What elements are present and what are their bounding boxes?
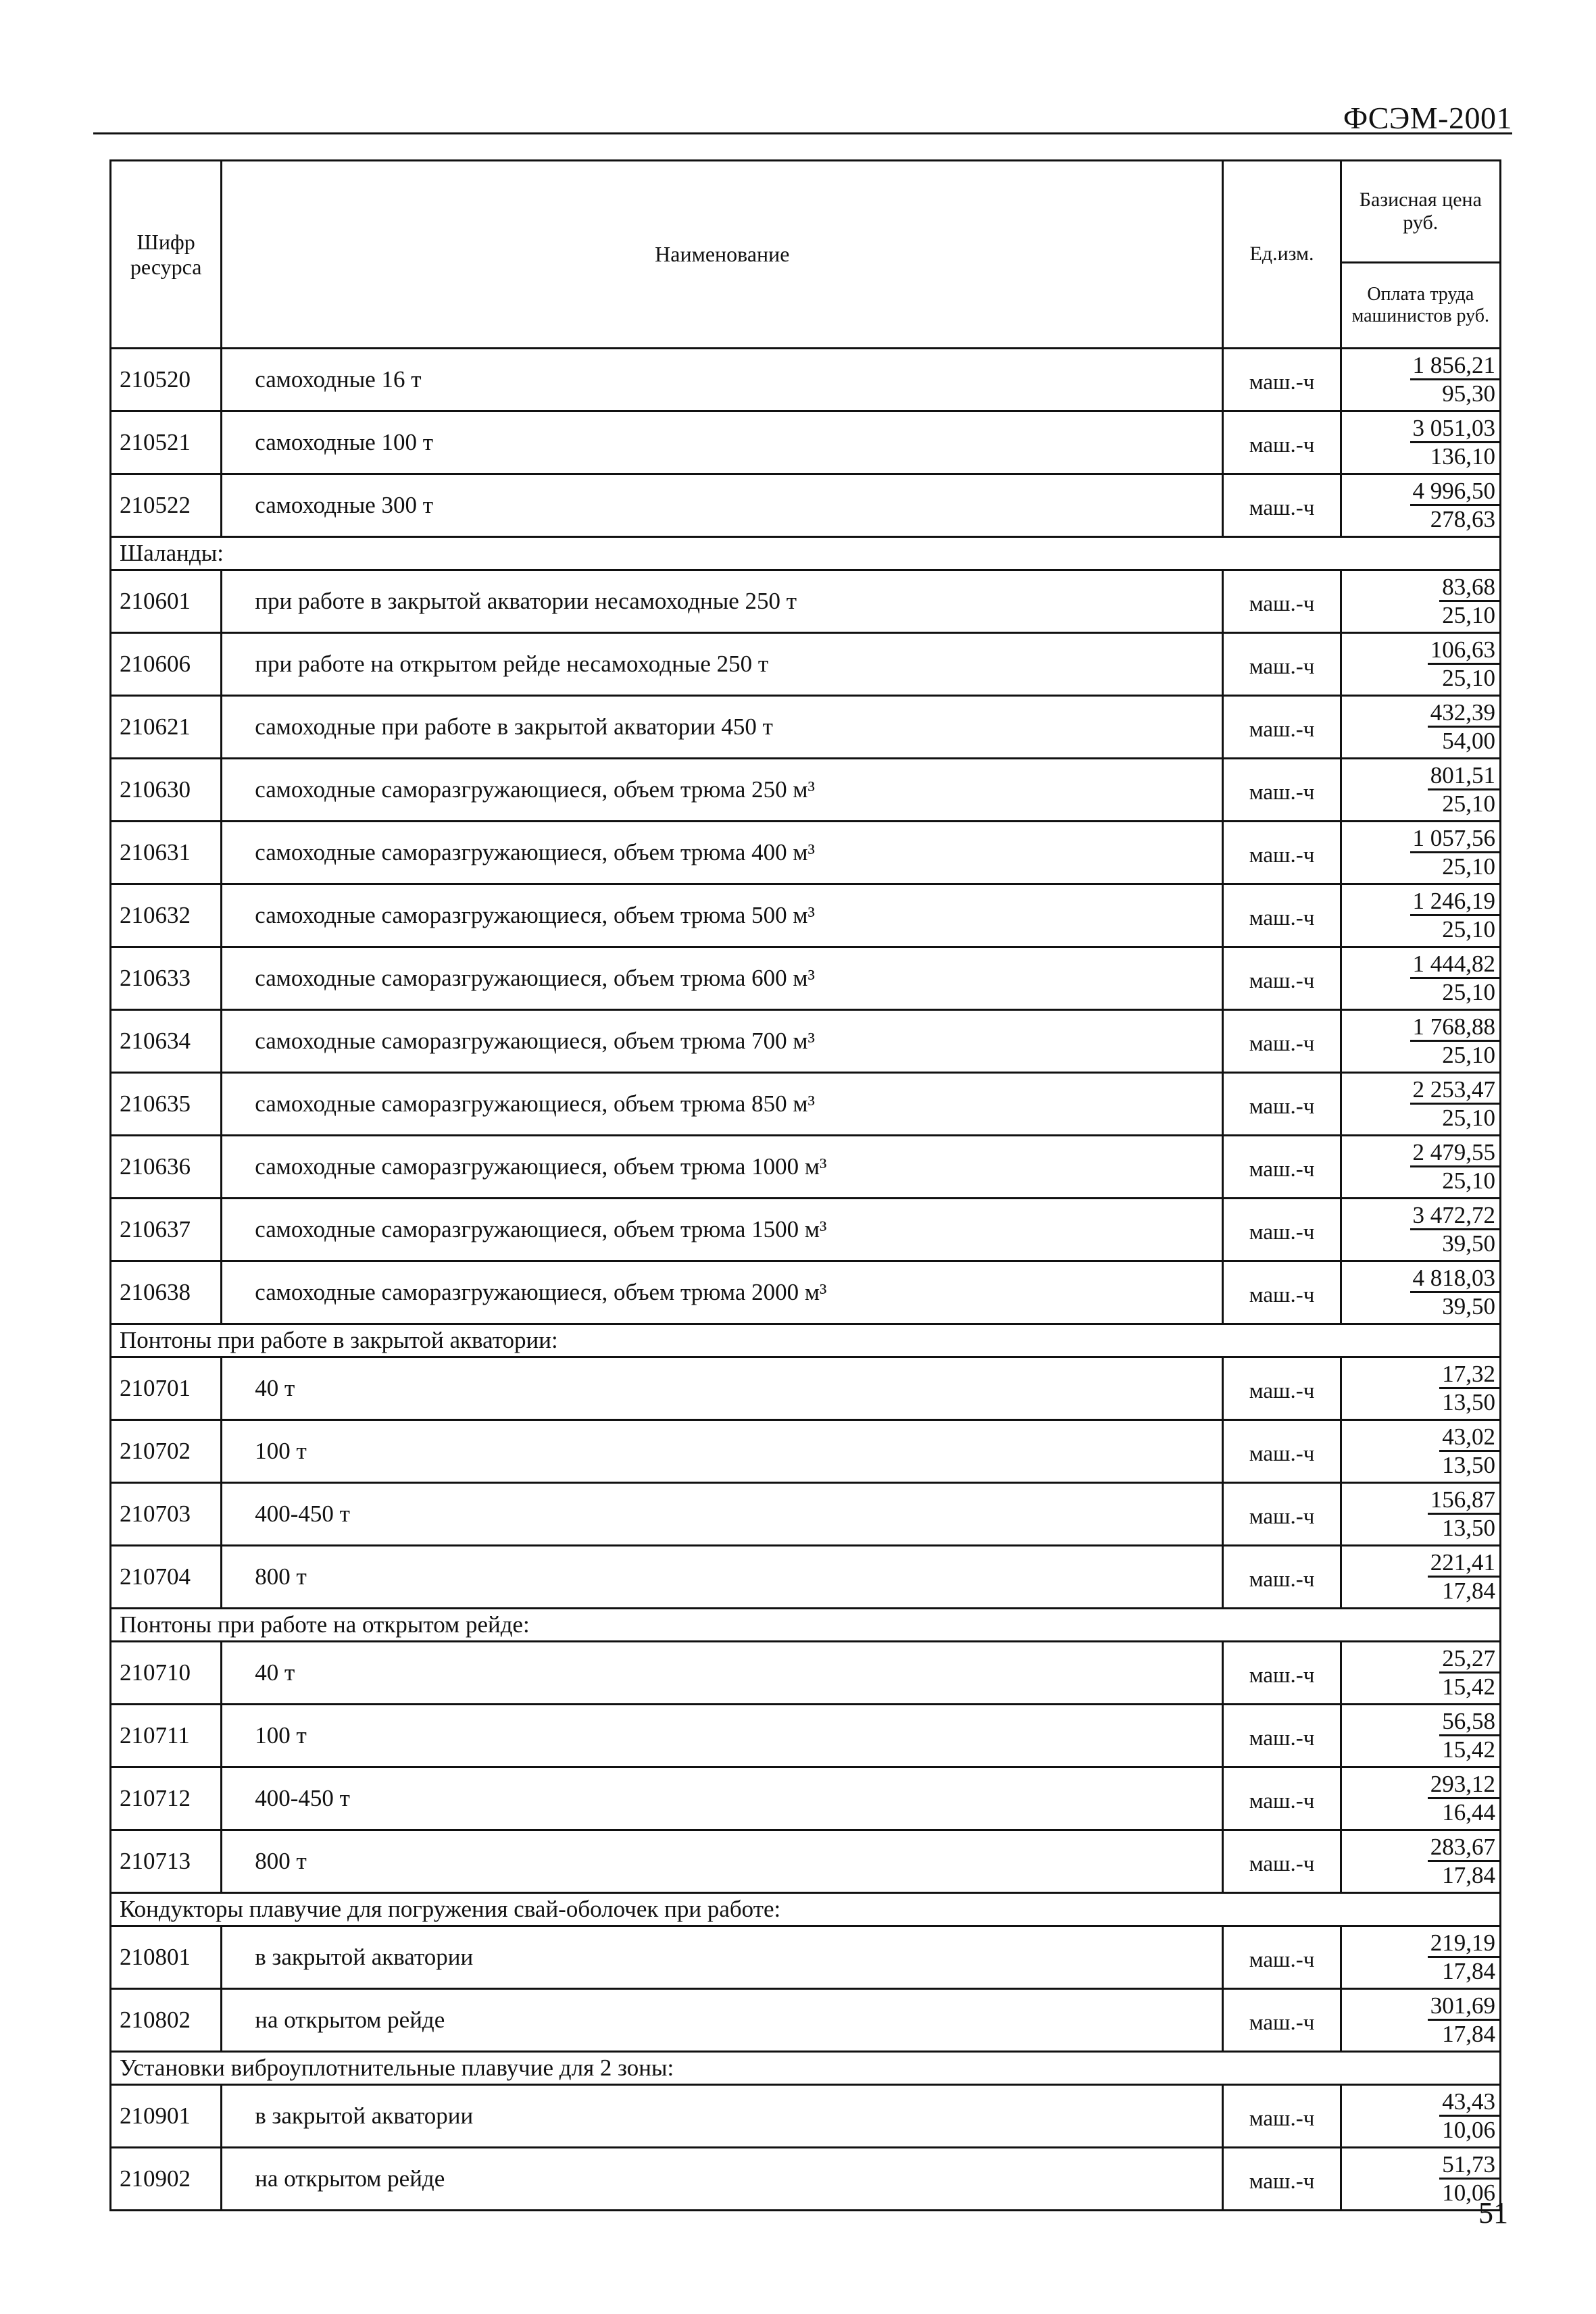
resource-name: самоходные саморазгружающиеся, объем трюма 1000 м³ [222, 1136, 1223, 1199]
base-price: 2 253,47 [1410, 1077, 1500, 1105]
base-price: 56,58 [1439, 1709, 1499, 1736]
group-header-row [111, 537, 1501, 570]
price-cell [1341, 1642, 1500, 1705]
price-stack [1342, 1992, 1499, 2048]
price-stack [1342, 1361, 1499, 1416]
unit-of-measure: маш.-ч [1223, 1073, 1341, 1136]
price-table [109, 159, 1501, 2211]
group-header-row [111, 1609, 1501, 1642]
group-title: Шаланды: [111, 537, 1501, 570]
table-row [111, 1073, 1501, 1136]
price-stack [1342, 1265, 1499, 1320]
table-row [111, 947, 1501, 1010]
unit-of-measure: маш.-ч [1223, 1989, 1341, 2052]
price-cell [1341, 1073, 1500, 1136]
resource-code: 210638 [111, 1261, 222, 1324]
unit-of-measure: маш.-ч [1223, 696, 1341, 759]
base-price: 3 472,72 [1410, 1203, 1500, 1230]
price-cell [1341, 1830, 1500, 1893]
price-cell [1341, 1705, 1500, 1767]
resource-name: самоходные саморазгружающиеся, объем трюма 2000 м³ [222, 1261, 1223, 1324]
labor-price: 39,50 [1442, 1230, 1495, 1257]
resource-code: 210711 [111, 1705, 222, 1767]
resource-code: 210712 [111, 1767, 222, 1830]
labor-price: 10,06 [1442, 2179, 1495, 2206]
labor-price: 16,44 [1442, 1799, 1495, 1826]
resource-name: 40 т [222, 1357, 1223, 1420]
labor-price: 25,10 [1442, 601, 1495, 628]
labor-price: 25,10 [1442, 978, 1495, 1005]
document-code: ФСЭМ-2001 [1343, 101, 1512, 135]
labor-price: 95,30 [1442, 380, 1495, 407]
table-row [111, 1261, 1501, 1324]
resource-name: при работе на открытом рейде несамоходные 250 т [222, 633, 1223, 696]
unit-of-measure: маш.-ч [1223, 1483, 1341, 1546]
price-cell [1341, 1767, 1500, 1830]
resource-name: самоходные 300 т [222, 474, 1223, 537]
price-cell [1341, 822, 1500, 884]
resource-name: самоходные саморазгружающиеся, объем трюма 700 м³ [222, 1010, 1223, 1073]
labor-price: 25,10 [1442, 1041, 1495, 1068]
unit-of-measure: маш.-ч [1223, 1767, 1341, 1830]
resource-name: самоходные саморазгружающиеся, объем трюма 850 м³ [222, 1073, 1223, 1136]
price-stack [1342, 1645, 1499, 1701]
labor-price: 25,10 [1442, 664, 1495, 691]
resource-code: 210713 [111, 1830, 222, 1893]
table-row [111, 1546, 1501, 1609]
resource-code: 210522 [111, 474, 222, 537]
base-price: 1 057,56 [1410, 826, 1500, 853]
base-price: 2 479,55 [1410, 1140, 1500, 1167]
resource-name: в закрытой акватории [222, 2085, 1223, 2148]
table-row [111, 570, 1501, 633]
price-stack [1342, 636, 1499, 692]
unit-of-measure: маш.-ч [1223, 822, 1341, 884]
price-stack [1342, 1076, 1499, 1132]
base-price: 221,41 [1428, 1550, 1499, 1578]
base-price: 283,67 [1428, 1834, 1499, 1862]
unit-of-measure: маш.-ч [1223, 1546, 1341, 1609]
table-row [111, 696, 1501, 759]
resource-code: 210630 [111, 759, 222, 822]
resource-name: в закрытой акватории [222, 1926, 1223, 1989]
resource-name: при работе в закрытой акватории несамоходные 250 т [222, 570, 1223, 633]
base-price: 219,19 [1428, 1930, 1499, 1958]
page-number: 51 [1478, 2196, 1508, 2230]
price-cell [1341, 1546, 1500, 1609]
table-row [111, 349, 1501, 411]
labor-price: 15,42 [1442, 1736, 1495, 1763]
base-price: 17,32 [1439, 1361, 1499, 1389]
resource-name: 800 т [222, 1546, 1223, 1609]
unit-of-measure: маш.-ч [1223, 1199, 1341, 1261]
table-row [111, 2148, 1501, 2211]
resource-name: 40 т [222, 1642, 1223, 1705]
base-price: 156,87 [1428, 1487, 1499, 1515]
labor-price: 25,10 [1442, 790, 1495, 817]
resource-name: самоходные при работе в закрытой акватории 450 т [222, 696, 1223, 759]
group-title: Кондукторы плавучие для погружения свай-оболочек при работе: [111, 1893, 1501, 1926]
labor-price: 13,50 [1442, 1388, 1495, 1415]
base-price: 301,69 [1428, 1993, 1499, 2021]
price-cell [1341, 1261, 1500, 1324]
base-price: 1 768,88 [1410, 1014, 1500, 1042]
resource-name: самоходные 16 т [222, 349, 1223, 411]
resource-code: 210634 [111, 1010, 222, 1073]
price-cell [1341, 349, 1500, 411]
table-row [111, 633, 1501, 696]
table-row [111, 1420, 1501, 1483]
base-price: 293,12 [1428, 1771, 1499, 1799]
resource-code: 210621 [111, 696, 222, 759]
resource-name: самоходные саморазгружающиеся, объем трюма 500 м³ [222, 884, 1223, 947]
price-cell [1341, 884, 1500, 947]
base-price: 3 051,03 [1410, 416, 1500, 443]
resource-code: 210633 [111, 947, 222, 1010]
base-price: 25,27 [1439, 1646, 1499, 1674]
price-stack [1342, 888, 1499, 943]
unit-of-measure: маш.-ч [1223, 759, 1341, 822]
labor-price: 17,84 [1442, 2020, 1495, 2047]
resource-code: 210902 [111, 2148, 222, 2211]
group-title: Понтоны при работе на открытом рейде: [111, 1609, 1501, 1642]
price-cell [1341, 759, 1500, 822]
resource-name: самоходные саморазгружающиеся, объем трюма 1500 м³ [222, 1199, 1223, 1261]
table-row [111, 822, 1501, 884]
price-stack [1342, 415, 1499, 470]
labor-price: 25,10 [1442, 853, 1495, 880]
resource-name: 400-450 т [222, 1483, 1223, 1546]
price-cell [1341, 411, 1500, 474]
resource-code: 210637 [111, 1199, 222, 1261]
group-title: Установки виброуплотнительные плавучие для 2 зоны: [111, 2052, 1501, 2085]
unit-of-measure: маш.-ч [1223, 1642, 1341, 1705]
column-header-unit: Ед.изм. [1223, 161, 1341, 349]
price-cell [1341, 1199, 1500, 1261]
unit-of-measure: маш.-ч [1223, 1357, 1341, 1420]
table-row [111, 474, 1501, 537]
price-stack [1342, 1708, 1499, 1763]
resource-code: 210710 [111, 1642, 222, 1705]
price-cell [1341, 1357, 1500, 1420]
unit-of-measure: маш.-ч [1223, 2085, 1341, 2148]
unit-of-measure: маш.-ч [1223, 1261, 1341, 1324]
table-row [111, 1989, 1501, 2052]
group-header-row [111, 1893, 1501, 1926]
unit-of-measure: маш.-ч [1223, 1136, 1341, 1199]
price-stack [1342, 1549, 1499, 1605]
table-row [111, 1199, 1501, 1261]
base-price: 43,02 [1439, 1424, 1499, 1452]
price-cell [1341, 1989, 1500, 2052]
base-price: 432,39 [1428, 700, 1499, 728]
resource-code: 210631 [111, 822, 222, 884]
base-price: 51,73 [1439, 2152, 1499, 2180]
table-row [111, 1357, 1501, 1420]
resource-name: на открытом рейде [222, 2148, 1223, 2211]
price-stack [1342, 2151, 1499, 2207]
base-price: 1 856,21 [1410, 353, 1500, 380]
labor-price: 10,06 [1442, 2116, 1495, 2143]
group-header-row [111, 1324, 1501, 1357]
price-stack [1342, 1486, 1499, 1542]
table-header-row [111, 161, 1501, 263]
resource-code: 210702 [111, 1420, 222, 1483]
price-stack [1342, 2088, 1499, 2144]
price-cell [1341, 696, 1500, 759]
base-price: 4 996,50 [1410, 478, 1500, 506]
price-stack [1342, 1139, 1499, 1194]
price-stack [1342, 1424, 1499, 1479]
labor-price: 13,50 [1442, 1451, 1495, 1478]
table-row [111, 759, 1501, 822]
unit-of-measure: маш.-ч [1223, 884, 1341, 947]
unit-of-measure: маш.-ч [1223, 947, 1341, 1010]
unit-of-measure: маш.-ч [1223, 570, 1341, 633]
column-header-base-price: Базисная цена руб. [1341, 161, 1500, 263]
resource-code: 210632 [111, 884, 222, 947]
group-title: Понтоны при работе в закрытой акватории: [111, 1324, 1501, 1357]
column-header-labor-price: Оплата труда машинистов руб. [1341, 263, 1500, 349]
header-rule [93, 132, 1512, 134]
price-cell [1341, 633, 1500, 696]
unit-of-measure: маш.-ч [1223, 474, 1341, 537]
column-header-code: Шифр ресурса [111, 161, 222, 349]
table-row [111, 1136, 1501, 1199]
resource-name: 400-450 т [222, 1767, 1223, 1830]
resource-code: 210520 [111, 349, 222, 411]
resource-name: самоходные саморазгружающиеся, объем трюма 400 м³ [222, 822, 1223, 884]
resource-code: 210601 [111, 570, 222, 633]
resource-code: 210636 [111, 1136, 222, 1199]
labor-price: 25,10 [1442, 915, 1495, 942]
labor-price: 17,84 [1442, 1957, 1495, 1984]
labor-price: 25,10 [1442, 1167, 1495, 1194]
base-price: 1 246,19 [1410, 888, 1500, 916]
resource-code: 210701 [111, 1357, 222, 1420]
labor-price: 25,10 [1442, 1104, 1495, 1131]
labor-price: 13,50 [1442, 1514, 1495, 1541]
price-stack [1342, 951, 1499, 1006]
price-cell [1341, 474, 1500, 537]
labor-price: 17,84 [1442, 1577, 1495, 1604]
table-row [111, 411, 1501, 474]
resource-name: 100 т [222, 1420, 1223, 1483]
price-stack [1342, 1202, 1499, 1257]
unit-of-measure: маш.-ч [1223, 411, 1341, 474]
table-row [111, 1642, 1501, 1705]
labor-price: 17,84 [1442, 1861, 1495, 1888]
base-price: 801,51 [1428, 763, 1499, 790]
resource-name: самоходные саморазгружающиеся, объем трюма 250 м³ [222, 759, 1223, 822]
table-row [111, 1483, 1501, 1546]
resource-code: 210704 [111, 1546, 222, 1609]
column-header-name: Наименование [222, 161, 1223, 349]
resource-name: самоходные 100 т [222, 411, 1223, 474]
price-stack [1342, 1771, 1499, 1826]
resource-code: 210801 [111, 1926, 222, 1989]
price-cell [1341, 1420, 1500, 1483]
table-row [111, 1010, 1501, 1073]
price-stack [1342, 352, 1499, 407]
price-stack [1342, 699, 1499, 755]
unit-of-measure: маш.-ч [1223, 349, 1341, 411]
price-cell [1341, 1483, 1500, 1546]
resource-code: 210901 [111, 2085, 222, 2148]
unit-of-measure: маш.-ч [1223, 633, 1341, 696]
unit-of-measure: маш.-ч [1223, 2148, 1341, 2211]
price-cell [1341, 2085, 1500, 2148]
resource-code: 210802 [111, 1989, 222, 2052]
price-stack [1342, 762, 1499, 818]
price-stack [1342, 1013, 1499, 1069]
price-stack [1342, 574, 1499, 629]
price-stack [1342, 478, 1499, 533]
price-cell [1341, 947, 1500, 1010]
base-price: 4 818,03 [1410, 1265, 1500, 1293]
price-cell [1341, 570, 1500, 633]
base-price: 43,43 [1439, 2089, 1499, 2117]
base-price: 106,63 [1428, 637, 1499, 665]
resource-name: самоходные саморазгружающиеся, объем трюма 600 м³ [222, 947, 1223, 1010]
labor-price: 136,10 [1430, 443, 1495, 470]
resource-name: 800 т [222, 1830, 1223, 1893]
table-row [111, 884, 1501, 947]
resource-code: 210635 [111, 1073, 222, 1136]
table-row [111, 1926, 1501, 1989]
labor-price: 278,63 [1430, 505, 1495, 532]
base-price: 83,68 [1439, 574, 1499, 602]
labor-price: 39,50 [1442, 1292, 1495, 1319]
price-stack [1342, 1930, 1499, 1985]
resource-name: на открытом рейде [222, 1989, 1223, 2052]
table-row [111, 1767, 1501, 1830]
group-header-row [111, 2052, 1501, 2085]
unit-of-measure: маш.-ч [1223, 1830, 1341, 1893]
labor-price: 54,00 [1442, 727, 1495, 754]
price-stack [1342, 825, 1499, 880]
unit-of-measure: маш.-ч [1223, 1926, 1341, 1989]
labor-price: 15,42 [1442, 1673, 1495, 1700]
unit-of-measure: маш.-ч [1223, 1705, 1341, 1767]
unit-of-measure: маш.-ч [1223, 1010, 1341, 1073]
price-stack [1342, 1834, 1499, 1889]
unit-of-measure: маш.-ч [1223, 1420, 1341, 1483]
price-cell [1341, 1926, 1500, 1989]
price-cell [1341, 1010, 1500, 1073]
table-row [111, 2085, 1501, 2148]
resource-code: 210703 [111, 1483, 222, 1546]
resource-name: 100 т [222, 1705, 1223, 1767]
price-cell [1341, 1136, 1500, 1199]
base-price: 1 444,82 [1410, 951, 1500, 979]
resource-code: 210606 [111, 633, 222, 696]
table-row [111, 1830, 1501, 1893]
resource-code: 210521 [111, 411, 222, 474]
table-row [111, 1705, 1501, 1767]
price-cell [1341, 2148, 1500, 2211]
